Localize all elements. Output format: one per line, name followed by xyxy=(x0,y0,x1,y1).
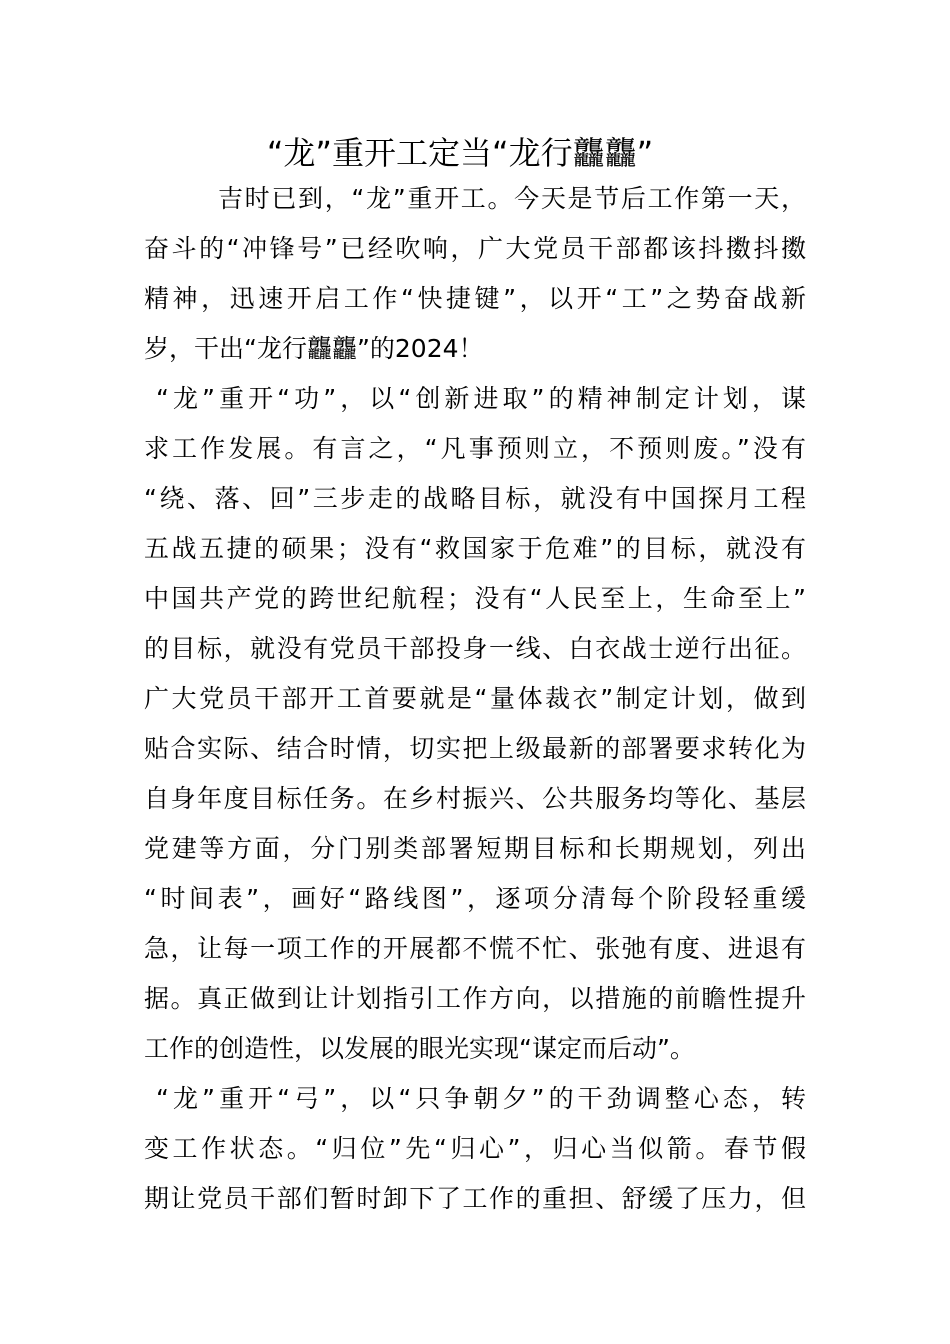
text-line: 广大党员干部开工首要就是“量体裁衣”制定计划，做到 xyxy=(144,684,806,713)
text-line: 自身年度目标任务。在乡村振兴、公共服务均等化、基层 xyxy=(144,784,806,813)
text-line: 贴合实际、结合时情，切实把上级最新的部署要求转化为 xyxy=(144,734,806,763)
text-line: “时间表”，画好“路线图”，逐项分清每个阶段轻重缓 xyxy=(144,884,806,913)
text-line: 求工作发展。有言之，“凡事预则立，不预则废。”没有 xyxy=(144,434,806,463)
text-line: “龙”重开“弓”，以“只争朝夕”的干劲调整心态，转 xyxy=(156,1084,806,1113)
text-line: 岁，干出“龙行龘龘”的2024！ xyxy=(144,334,484,363)
text-line: 据。真正做到让计划指引工作方向，以措施的前瞻性提升 xyxy=(144,984,806,1013)
text-line: 急，让每一项工作的开展都不慌不忙、张弛有度、进退有 xyxy=(144,934,806,963)
text-line: 党建等方面，分门别类部署短期目标和长期规划，列出 xyxy=(144,834,806,863)
text-line: 五战五捷的硕果；没有“救国家于危难”的目标，就没有 xyxy=(144,534,806,563)
text-line: 奋斗的“冲锋号”已经吹响，广大党员干部都该抖擞抖擞 xyxy=(144,234,806,263)
document-title: “龙”重开工定当“龙行龘龘” xyxy=(266,134,654,172)
text-line: “绕、落、回”三步走的战略目标，就没有中国探月工程 xyxy=(144,484,806,513)
text-line: 吉时已到，“龙”重开工。今天是节后工作第一天， xyxy=(218,184,806,213)
text-line: 变工作状态。“归位”先“归心”，归心当似箭。春节假 xyxy=(144,1134,806,1163)
text-line: 期让党员干部们暂时卸下了工作的重担、舒缓了压力，但 xyxy=(144,1184,806,1213)
text-line: 的目标，就没有党员干部投身一线、白衣战士逆行出征。 xyxy=(144,634,806,663)
text-line: 精神，迅速开启工作“快捷键”，以开“工”之势奋战新 xyxy=(144,284,806,313)
text-line: 中国共产党的跨世纪航程；没有“人民至上，生命至上” xyxy=(144,584,806,613)
text-line: “龙”重开“功”，以“创新进取”的精神制定计划，谋 xyxy=(156,384,806,413)
text-line: 工作的创造性，以发展的眼光实现“谋定而后动”。 xyxy=(144,1034,695,1063)
